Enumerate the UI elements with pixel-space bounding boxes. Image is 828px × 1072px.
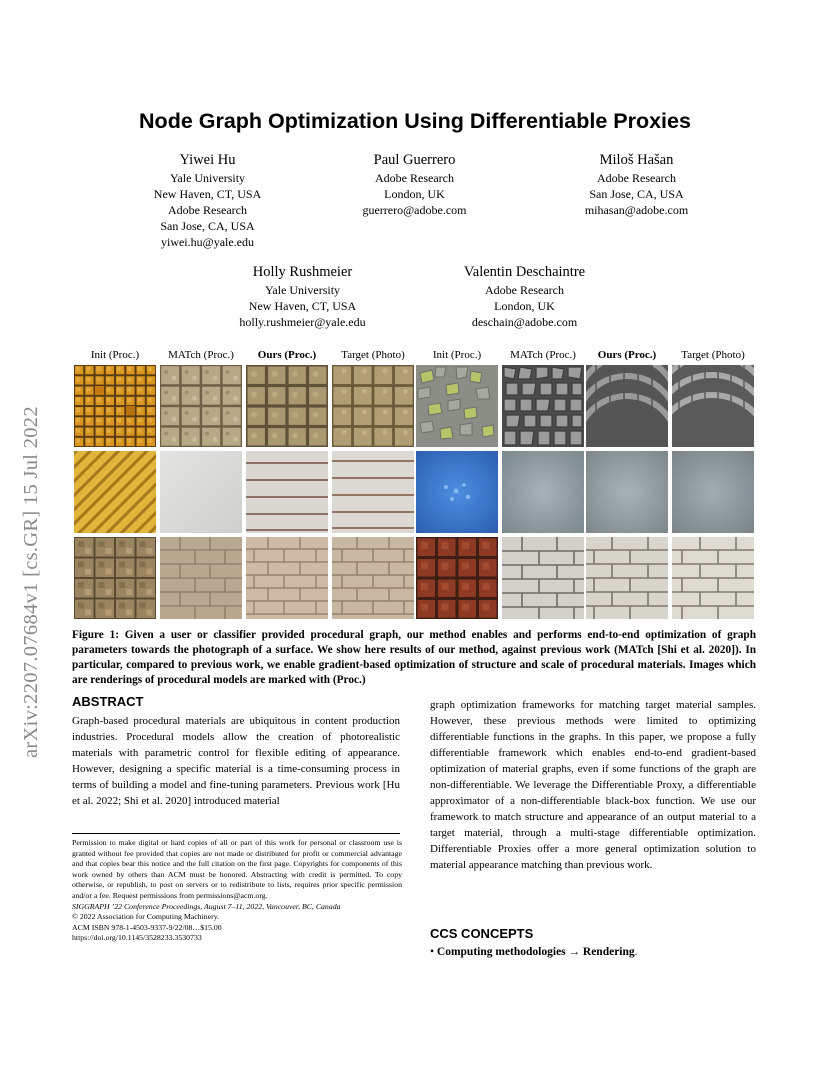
paper-title: Node Graph Optimization Using Differentiable Proxies bbox=[139, 109, 691, 133]
material-image-brick-white-match bbox=[502, 537, 584, 619]
material-image-stripes-yellow-init bbox=[74, 451, 156, 533]
footnote-divider bbox=[72, 833, 400, 834]
material-image-cobble-gray-match bbox=[502, 365, 584, 447]
author-email: deschain@adobe.com bbox=[471, 315, 578, 329]
figure-column-label: MATch (Proc.) bbox=[168, 349, 234, 361]
doi-link[interactable]: https://doi.org/10.1145/3528233.3530733 bbox=[72, 933, 202, 943]
abstract-text-left: Graph-based procedural materials are ubiquitous in content production industries. Procedural models allow the creation of photorealistic materials with parametric control for flexible editing of appearance. However, designing a specific material is a time-consuming process in terms of building a model and fine-tuning parameters. Previous work [Hu et al. 2022; Shi et al. 2020] introduced material bbox=[72, 715, 400, 807]
arxiv-id: arXiv:2207.07684v1 [cs.GR] 15 Jul 2022 bbox=[20, 406, 42, 758]
author-email: yiwei.hu@yale.edu bbox=[160, 235, 255, 249]
isbn-line: ACM ISBN 978-1-4503-9337-9/22/08…$15.00 bbox=[72, 922, 222, 932]
author-name: Holly Rushmeier bbox=[252, 264, 353, 280]
ccs-suffix: . bbox=[634, 946, 638, 958]
figure-column-label: Target (Photo) bbox=[341, 349, 405, 361]
author-affiliation: Adobe Research bbox=[375, 171, 454, 185]
author-affiliation: San Jose, CA, USA bbox=[160, 219, 255, 233]
material-image-plaster-gray-match bbox=[502, 451, 584, 533]
author-affiliation: Yale University bbox=[264, 283, 341, 297]
author-name: Paul Guerrero bbox=[373, 152, 456, 168]
material-image-tiles-stone-ours bbox=[246, 365, 328, 447]
figure-column-label: Init (Proc.) bbox=[90, 349, 140, 361]
material-image-tiles-stone-match bbox=[160, 365, 242, 447]
material-image-brick-beige-target bbox=[332, 537, 414, 619]
ccs-heading: CCS CONCEPTS bbox=[430, 926, 534, 941]
material-image-plain-white-match bbox=[160, 451, 242, 533]
author-affiliation: New Haven, CT, USA bbox=[153, 187, 262, 201]
material-image-tiles-stone-target bbox=[332, 365, 414, 447]
material-image-cobble-gray-ours bbox=[586, 365, 668, 447]
figure-caption: Figure 1: Given a user or classifier provided procedural graph, our method enables and performs end-to-end optimization of graph parameters towards the photograph of a surface. We show here results of our method, against previous work (MATch [Shi et al. 2020]). In particular, compared to previous work, we enable gradient-based optimization of structure and scale of procedural materials. Images which are renderings of procedural models are marked with (Proc.) bbox=[72, 629, 756, 686]
figure-column-label: Target (Photo) bbox=[681, 349, 745, 361]
author-affiliation: New Haven, CT, USA bbox=[248, 299, 357, 313]
figure-column-label: MATch (Proc.) bbox=[510, 349, 576, 361]
copyright-line: © 2022 Association for Computing Machinery. bbox=[72, 912, 220, 922]
author-email: mihasan@adobe.com bbox=[584, 203, 689, 217]
author-name: Valentin Deschaintre bbox=[463, 264, 586, 280]
material-image-brick-beige-match bbox=[160, 537, 242, 619]
figure-image-grid bbox=[74, 365, 754, 620]
author-name: Miloš Hašan bbox=[599, 152, 674, 168]
ccs-concept: Computing methodologies → Rendering bbox=[436, 946, 635, 958]
author-affiliation: Adobe Research bbox=[168, 203, 247, 217]
material-image-brick-white-target bbox=[672, 537, 754, 619]
material-image-stripes-wood-target bbox=[332, 451, 414, 533]
bullet: • bbox=[430, 946, 435, 958]
material-image-tiles-orange-init bbox=[74, 365, 156, 447]
author-affiliation: Adobe Research bbox=[485, 283, 564, 297]
venue-line: SIGGRAPH ’22 Conference Proceedings, August 7–11, 2022, Vancouver, BC, Canada bbox=[72, 901, 341, 911]
author-block bbox=[549, 151, 724, 218]
author-block bbox=[437, 263, 612, 330]
material-image-blue-dots-init bbox=[416, 451, 498, 533]
material-image-cobble-green-init bbox=[416, 365, 498, 447]
figure-column-label: Ours (Proc.) bbox=[257, 349, 317, 361]
author-email: holly.rushmeier@yale.edu bbox=[239, 315, 366, 329]
author-block bbox=[215, 263, 390, 330]
material-image-brick-brown-init bbox=[74, 537, 156, 619]
material-image-stripes-wood-ours bbox=[246, 451, 328, 533]
material-image-cobble-gray-target bbox=[672, 365, 754, 447]
figure-column-label: Init (Proc.) bbox=[432, 349, 482, 361]
author-affiliation: Yale University bbox=[169, 171, 246, 185]
material-image-brick-white-ours bbox=[586, 537, 668, 619]
abstract-text-right: graph optimization frameworks for matching target material samples. However, these previous methods were limited to optimizing differentiable functions in the graphs. In this paper, we propose a fully differentiable framework which enables end-to-end gradient-based optimization of material graphs, even if some functions of the graph are non-differentiable. We leverage the Differentiable Proxy, a differentiable approximator of a non-differentiable black-box function. We use our framework to match structure and appearance of an output material to a target material, through a multi-stage differentiable optimization. Differentiable Proxies offer a more general optimization solution to material appearance matching than previous work. bbox=[430, 699, 756, 871]
permission-notice: Permission to make digital or hard copies of all or part of this work for personal or classroom use is granted without fee provided that copies are not made or distributed for profit or commercial advantage and that copies bear this notice and the full citation on the first page. Copyrights for components of this work owned by others than ACM must be honored. Abstracting with credit is permitted. To copy otherwise, or republish, to post on servers or to redistribute to lists, requires prior specific permission and/or a fee. Request permissions from permissions@acm.org. bbox=[72, 838, 402, 900]
author-email: guerrero@adobe.com bbox=[362, 203, 467, 217]
abstract-heading: ABSTRACT bbox=[72, 694, 144, 709]
author-block bbox=[120, 151, 295, 250]
author-affiliation: Adobe Research bbox=[597, 171, 676, 185]
footnote-block bbox=[72, 838, 402, 944]
ccs-item bbox=[430, 946, 638, 958]
material-image-brick-beige-ours bbox=[246, 537, 328, 619]
material-image-plaster-gray-target bbox=[672, 451, 754, 533]
author-affiliation: San Jose, CA, USA bbox=[589, 187, 684, 201]
figure-column-label: Ours (Proc.) bbox=[597, 349, 657, 361]
author-name: Yiwei Hu bbox=[179, 152, 236, 168]
material-image-plaster-gray-ours bbox=[586, 451, 668, 533]
author-affiliation: London, UK bbox=[384, 187, 445, 201]
author-affiliation: London, UK bbox=[494, 299, 555, 313]
author-block bbox=[327, 151, 502, 218]
material-image-brick-red-init bbox=[416, 537, 498, 619]
